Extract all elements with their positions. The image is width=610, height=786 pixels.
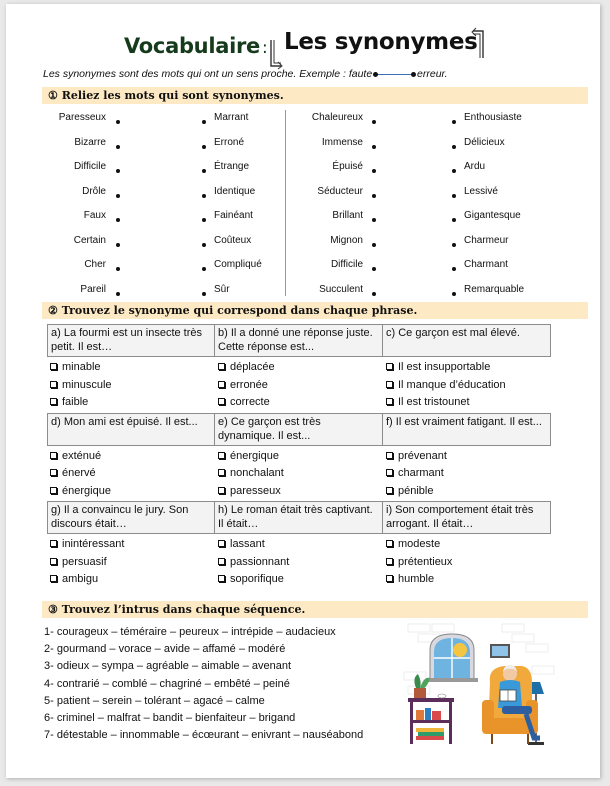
match-dot-icon[interactable] xyxy=(116,194,120,198)
checkbox-icon[interactable] xyxy=(218,452,225,459)
match-word: Pareil xyxy=(80,283,106,295)
question-box: f) Il est vraiment fatigant. Il est... xyxy=(383,413,551,446)
sequence-line: 2- gourmand – vorace – avide – affamé – modéré xyxy=(44,643,286,656)
option-label: humble xyxy=(398,573,435,585)
checkbox-icon[interactable] xyxy=(218,381,225,388)
checkbox-icon[interactable] xyxy=(218,469,225,476)
option-label: énervé xyxy=(62,467,96,479)
section-heading-1: ① Reliez les mots qui sont synonymes. xyxy=(42,87,588,104)
match-dot-icon[interactable] xyxy=(372,243,376,247)
checkbox-icon[interactable] xyxy=(50,398,57,405)
match-word: Paresseux xyxy=(58,112,106,123)
checkbox-icon[interactable] xyxy=(50,558,57,565)
option-item[interactable] xyxy=(383,394,551,412)
options-column xyxy=(383,359,551,412)
match-word: Gigantesque xyxy=(464,210,521,221)
match-word: Certain xyxy=(73,234,106,246)
checkbox-icon[interactable] xyxy=(386,487,393,494)
option-label: Il est tristounet xyxy=(398,396,470,408)
option-label: déplacée xyxy=(230,361,275,373)
match-word: Cher xyxy=(84,259,106,270)
option-label: pénible xyxy=(398,484,434,497)
match-dot-icon[interactable] xyxy=(202,292,206,296)
option-item[interactable] xyxy=(215,554,383,572)
worksheet-page xyxy=(6,4,600,778)
sequence-line: 5- patient – serein – tolérant – agacé – calme xyxy=(44,694,265,707)
match-dot-icon[interactable] xyxy=(452,194,456,198)
match-word: Immense xyxy=(321,136,363,148)
match-dot-icon[interactable] xyxy=(452,145,456,149)
option-item[interactable] xyxy=(383,359,551,377)
question-box: a) La fourmi est un insecte très petit. Il est… xyxy=(47,324,215,357)
option-label: prévenant xyxy=(398,449,447,462)
match-word: Compliqué xyxy=(214,259,262,270)
option-label: modeste xyxy=(398,538,441,550)
option-label: énergique xyxy=(230,449,279,462)
option-label: Il manque d’éducation xyxy=(398,378,506,391)
options-column xyxy=(215,448,383,501)
sequence-line: 6- criminel – malfrat – bandit – bienfaiteur – brigand xyxy=(44,711,296,724)
match-word: Erroné xyxy=(214,136,245,148)
checkbox-icon[interactable] xyxy=(218,398,225,405)
sequence-line: 1- courageux – téméraire – peureux – intrépide – audacieux xyxy=(44,626,336,638)
match-dot-icon[interactable] xyxy=(372,145,376,149)
options-column xyxy=(47,536,215,589)
match-word: Marrant xyxy=(214,112,249,123)
match-dot-icon[interactable] xyxy=(372,194,376,198)
match-dot-icon[interactable] xyxy=(116,218,120,222)
match-word: Ardu xyxy=(464,161,486,172)
sequence-line: 3- odieux – sympa – agréable – aimable – avenant xyxy=(44,660,292,673)
options-row xyxy=(47,536,551,589)
match-dot-icon[interactable] xyxy=(116,120,120,124)
option-label: charmant xyxy=(398,467,444,479)
match-dot-icon[interactable] xyxy=(116,243,120,247)
checkbox-icon[interactable] xyxy=(50,575,57,582)
option-label: prétentieux xyxy=(398,555,453,568)
option-label: minuscule xyxy=(62,378,112,391)
checkbox-icon[interactable] xyxy=(218,363,225,370)
match-dot-icon[interactable] xyxy=(372,120,376,124)
option-item[interactable] xyxy=(383,536,551,554)
match-dot-icon[interactable] xyxy=(452,243,456,247)
match-word: Drôle xyxy=(82,185,106,197)
option-label: minable xyxy=(62,361,101,373)
option-item[interactable] xyxy=(47,394,215,412)
match-word: Bizarre xyxy=(74,136,106,148)
match-dot-icon[interactable] xyxy=(372,218,376,222)
match-dot-icon[interactable] xyxy=(372,292,376,296)
match-dot-icon[interactable] xyxy=(116,169,120,173)
checkbox-icon[interactable] xyxy=(386,558,393,565)
match-word: Sûr xyxy=(214,283,230,295)
match-word: Succulent xyxy=(319,283,363,295)
option-item[interactable] xyxy=(215,359,383,377)
match-dot-icon[interactable] xyxy=(116,292,120,296)
option-label: soporifique xyxy=(230,573,284,585)
bracket-right-icon xyxy=(471,26,487,60)
option-label: erronée xyxy=(230,378,268,391)
option-item[interactable] xyxy=(383,465,551,483)
match-dot-icon[interactable] xyxy=(116,267,120,271)
option-label: exténué xyxy=(62,449,102,462)
checkbox-icon[interactable] xyxy=(50,469,57,476)
match-dot-icon[interactable] xyxy=(202,145,206,149)
checkbox-icon[interactable] xyxy=(386,575,393,582)
option-item[interactable] xyxy=(215,483,383,501)
section-heading-3: ③ Trouvez l’intrus dans chaque séquence. xyxy=(42,601,588,618)
option-label: paresseux xyxy=(230,484,281,497)
match-word: Lessivé xyxy=(464,185,498,197)
option-item[interactable] xyxy=(383,377,551,395)
option-label: Il est insupportable xyxy=(398,361,491,373)
match-dot-icon[interactable] xyxy=(202,120,206,124)
match-dot-icon[interactable] xyxy=(452,267,456,271)
match-word: Faux xyxy=(83,210,106,221)
option-item[interactable] xyxy=(47,554,215,572)
option-item[interactable] xyxy=(215,465,383,483)
question-row xyxy=(47,501,551,534)
option-item[interactable] xyxy=(215,394,383,412)
match-word: Délicieux xyxy=(464,136,505,148)
match-dot-icon[interactable] xyxy=(452,292,456,296)
match-word: Difficile xyxy=(330,259,363,270)
option-item[interactable] xyxy=(47,448,215,466)
question-row xyxy=(47,324,551,357)
match-word: Séducteur xyxy=(317,185,363,197)
checkbox-icon[interactable] xyxy=(386,452,393,459)
match-word: Épuisé xyxy=(332,161,363,172)
option-item[interactable] xyxy=(47,359,215,377)
options-column xyxy=(215,536,383,589)
match-dot-icon[interactable] xyxy=(372,169,376,173)
checkbox-icon[interactable] xyxy=(386,381,393,388)
options-column xyxy=(383,448,551,501)
sequence-line: 4- contrarié – comblé – chagriné – embêté – peiné xyxy=(44,677,290,690)
option-item[interactable] xyxy=(47,571,215,589)
checkbox-icon[interactable] xyxy=(386,363,393,370)
match-dot-icon[interactable] xyxy=(202,169,206,173)
option-label: correcte xyxy=(230,396,270,408)
match-word: Chaleureux xyxy=(311,112,363,123)
option-item[interactable] xyxy=(383,483,551,501)
title-synonymes: Les synonymes xyxy=(284,29,478,55)
option-item[interactable] xyxy=(47,536,215,554)
question-box: c) Ce garçon est mal élevé. xyxy=(383,324,551,357)
column-divider xyxy=(285,110,286,296)
sequence-line: 7- détestable – innommable – écœurant – enivrant – nauséabond xyxy=(44,729,364,742)
option-item[interactable] xyxy=(47,377,215,395)
options-column xyxy=(47,448,215,501)
options-row xyxy=(47,448,551,501)
match-word: Brillant xyxy=(332,210,363,221)
question-box: g) Il a convaincu le jury. Son discours était… xyxy=(47,501,215,534)
checkbox-icon[interactable] xyxy=(50,363,57,370)
checkbox-icon[interactable] xyxy=(218,575,225,582)
option-item[interactable] xyxy=(383,571,551,589)
checkbox-icon[interactable] xyxy=(386,398,393,405)
option-item[interactable] xyxy=(383,448,551,466)
option-label: énergique xyxy=(62,484,111,497)
match-dot-icon[interactable] xyxy=(372,267,376,271)
checkbox-icon[interactable] xyxy=(50,452,57,459)
question-box: b) Il a donné une réponse juste. Cette réponse est... xyxy=(215,324,383,357)
intro-text: Les synonymes sont des mots qui ont un sens proche. Exemple : faute erreur. xyxy=(43,68,448,80)
checkbox-icon[interactable] xyxy=(218,487,225,494)
option-item[interactable] xyxy=(215,571,383,589)
option-item[interactable] xyxy=(215,377,383,395)
match-dot-icon[interactable] xyxy=(202,194,206,198)
option-item[interactable] xyxy=(215,448,383,466)
match-word: Charmant xyxy=(464,259,508,270)
option-item[interactable] xyxy=(383,554,551,572)
match-dot-icon[interactable] xyxy=(116,145,120,149)
option-label: inintéressant xyxy=(62,538,125,550)
match-word: Remarquable xyxy=(464,283,525,295)
match-word: Mignon xyxy=(330,234,363,246)
checkbox-icon[interactable] xyxy=(218,540,225,547)
question-row xyxy=(47,413,551,446)
title-vocabulaire: Vocabulaire : xyxy=(124,34,268,58)
link-line-icon xyxy=(376,74,413,75)
match-word: Enthousiaste xyxy=(464,112,522,123)
options-row xyxy=(47,359,551,412)
matching-exercise xyxy=(42,108,588,300)
match-word: Étrange xyxy=(214,161,250,172)
bracket-left-icon xyxy=(268,38,284,70)
match-word: Identique xyxy=(214,185,256,197)
match-word: Difficile xyxy=(73,161,106,172)
question-box: h) Le roman était très captivant. Il était… xyxy=(215,501,383,534)
options-column xyxy=(383,536,551,589)
question-box: i) Son comportement était très arrogant. Il était… xyxy=(383,501,551,534)
option-label: ambigu xyxy=(62,573,99,585)
multiple-choice-exercise xyxy=(47,324,551,589)
checkbox-icon[interactable] xyxy=(386,469,393,476)
match-dot-icon[interactable] xyxy=(202,218,206,222)
checkbox-icon[interactable] xyxy=(386,540,393,547)
checkbox-icon[interactable] xyxy=(50,381,57,388)
checkbox-icon[interactable] xyxy=(50,487,57,494)
checkbox-icon[interactable] xyxy=(218,558,225,565)
odd-one-out-exercise xyxy=(44,624,363,744)
match-dot-icon[interactable] xyxy=(452,120,456,124)
option-item[interactable] xyxy=(47,483,215,501)
question-box: d) Mon ami est épuisé. Il est... xyxy=(47,413,215,446)
section-heading-2: ② Trouvez le synonyme qui correspond dans chaque phrase. xyxy=(42,302,588,319)
match-word: Fainéant xyxy=(214,210,253,221)
match-word: Coûteux xyxy=(214,234,252,246)
match-dot-icon[interactable] xyxy=(202,267,206,271)
match-word: Charmeur xyxy=(464,234,509,246)
option-item[interactable] xyxy=(215,536,383,554)
option-label: nonchalant xyxy=(230,467,284,479)
option-label: persuasif xyxy=(62,555,107,568)
match-dot-icon[interactable] xyxy=(452,169,456,173)
options-column xyxy=(47,359,215,412)
option-label: lassant xyxy=(230,538,265,550)
match-dot-icon[interactable] xyxy=(202,243,206,247)
option-item[interactable] xyxy=(47,465,215,483)
option-label: faible xyxy=(62,396,89,408)
match-dot-icon[interactable] xyxy=(452,218,456,222)
option-label: passionnant xyxy=(230,555,290,568)
options-column xyxy=(215,359,383,412)
checkbox-icon[interactable] xyxy=(50,540,57,547)
question-box: e) Ce garçon est très dynamique. Il est... xyxy=(215,413,383,446)
reading-person-illustration xyxy=(402,622,558,748)
